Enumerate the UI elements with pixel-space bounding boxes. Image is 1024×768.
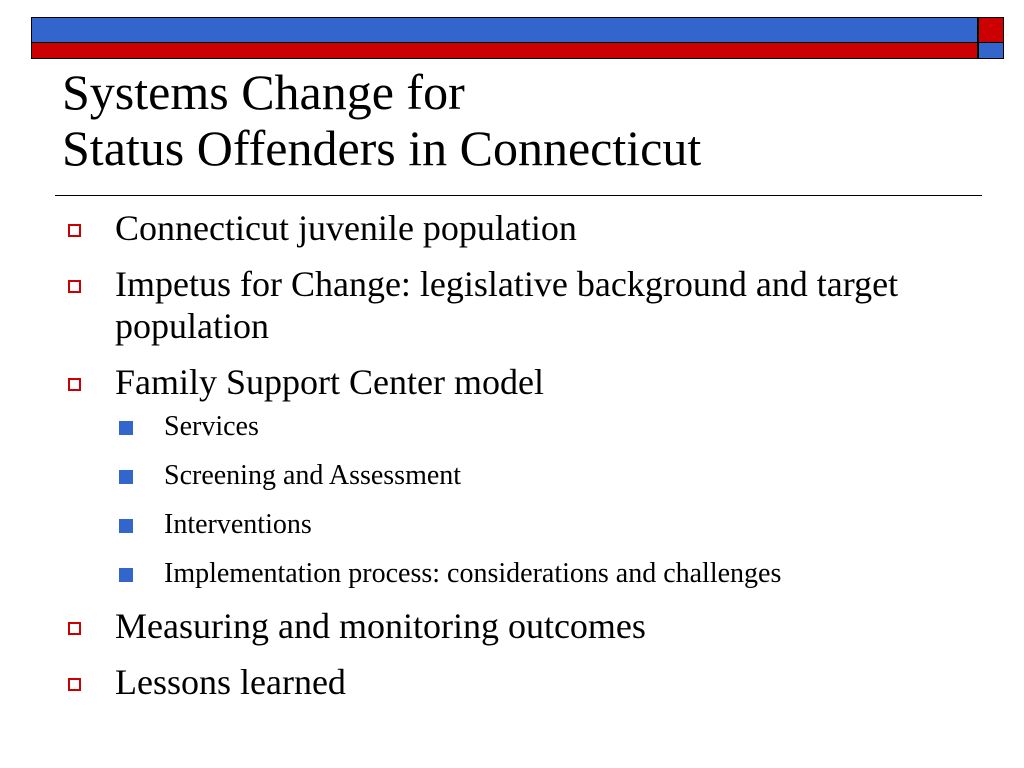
bullet-text: Impetus for Change: legislative background and target population <box>115 264 899 346</box>
solid-square-bullet-icon <box>119 421 133 435</box>
bullet-item <box>0 207 945 249</box>
bullet-text: Connecticut juvenile population <box>115 208 577 248</box>
bullet-text: Family Support Center model <box>115 362 544 402</box>
solid-square-bullet-icon <box>119 470 133 484</box>
hollow-square-bullet-icon <box>68 378 81 391</box>
sub-bullet-text: Implementation process: considerations and challenges <box>164 558 782 589</box>
bullet-item <box>0 263 945 347</box>
hollow-square-bullet-icon <box>68 224 81 237</box>
bullet-text: Measuring and monitoring outcomes <box>115 606 646 646</box>
sub-bullet-item <box>115 459 945 493</box>
header-square-red <box>978 17 1004 43</box>
sub-bullet-list <box>115 410 945 591</box>
title-divider <box>55 195 982 196</box>
bullet-text: Lessons learned <box>115 662 346 702</box>
hollow-square-bullet-icon <box>68 622 81 635</box>
header-square-blue <box>978 42 1004 59</box>
sub-bullet-item <box>115 508 945 542</box>
header-bar-blue <box>31 17 978 43</box>
sub-bullet-text: Services <box>164 411 259 442</box>
bullet-list <box>0 207 1024 717</box>
sub-bullet-text: Screening and Assessment <box>164 460 462 491</box>
hollow-square-bullet-icon <box>68 678 81 691</box>
slide-title <box>62 64 982 176</box>
solid-square-bullet-icon <box>119 568 133 582</box>
bullet-item <box>0 661 945 703</box>
sub-bullet-item <box>115 410 945 444</box>
slide-title-line-1: Systems Change for <box>62 64 465 120</box>
sub-bullet-text: Interventions <box>164 509 312 540</box>
bullet-item <box>0 605 945 647</box>
solid-square-bullet-icon <box>119 519 133 533</box>
slide-title-line-2: Status Offenders in Connecticut <box>62 120 702 176</box>
header-bar-red <box>31 42 978 59</box>
bullet-item <box>0 361 945 591</box>
sub-bullet-item <box>115 557 945 591</box>
hollow-square-bullet-icon <box>68 280 81 293</box>
